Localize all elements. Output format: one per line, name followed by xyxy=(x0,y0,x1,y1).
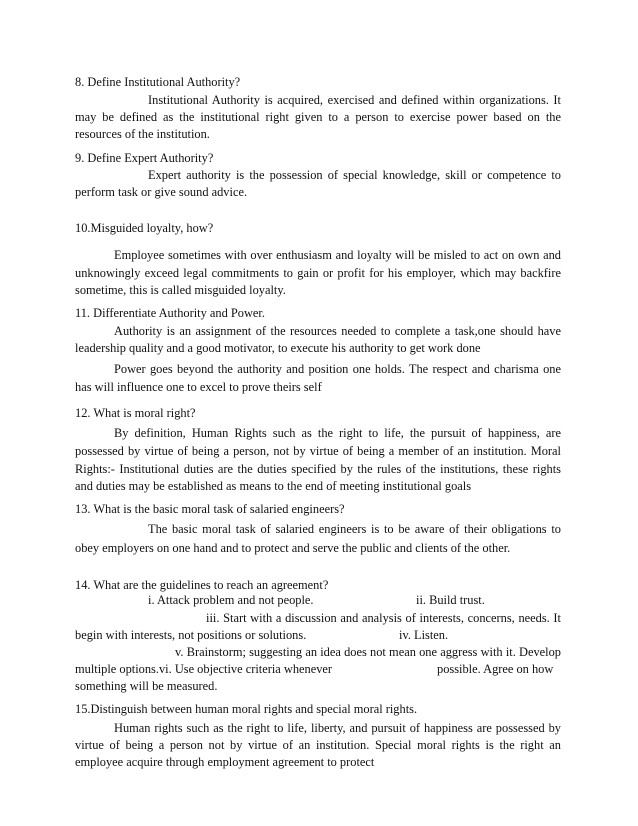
guideline-final-line: something will be measured. xyxy=(75,679,218,693)
answer-15-line-2: virtue of being a person not by virtue of an institution. Special moral rights is the right an xyxy=(75,738,561,752)
question-10-heading: 10.Misguided loyalty, how? xyxy=(75,221,214,235)
answer-12-line-3: Rights:- Institutional duties are the duties specified by the rules of the institutions, these rights xyxy=(75,462,561,476)
answer-11-line-2: leadership quality and a good motivator, to execute his authority to get work done xyxy=(75,341,481,355)
answer-8-line-1: Institutional Authority is acquired, exercised and defined within organizations. It xyxy=(148,93,561,107)
answer-11-line-1: Authority is an assignment of the resources needed to complete a task,one should have xyxy=(114,324,561,338)
guideline-iii-continued: begin with interests, not positions or solutions. xyxy=(75,628,307,642)
question-15-heading: 15.Distinguish between human moral rights and special moral rights. xyxy=(75,702,418,716)
answer-13-line-2: obey employers on one hand and to protect and serve the public and clients of the other. xyxy=(75,541,511,555)
answer-10-line-2: unknowingly exceed legal commitments to gain or profit for his employer, which may backfire xyxy=(75,266,561,280)
answer-8-line-2: may be defined as the institutional right given to a person to exercise power based on the xyxy=(75,110,561,124)
answer-8-line-3: resources of the institution. xyxy=(75,127,210,141)
answer-13-line-1: The basic moral task of salaried engineers is to be aware of their obligations to xyxy=(148,522,561,536)
guideline-v-continued-right: possible. Agree on how xyxy=(437,662,554,676)
question-14-heading: 14. What are the guidelines to reach an agreement? xyxy=(75,578,329,592)
guideline-iii: iii. Start with a discussion and analysis of interests, concerns, needs. It xyxy=(206,611,561,625)
answer-9-line-2: perform task or give sound advice. xyxy=(75,185,248,199)
question-13-heading: 13. What is the basic moral task of salaried engineers? xyxy=(75,502,345,516)
question-11-heading: 11. Differentiate Authority and Power. xyxy=(75,306,265,320)
answer-10-line-1: Employee sometimes with over enthusiasm and loyalty will be misled to act on own and xyxy=(114,248,561,262)
guideline-ii: ii. Build trust. xyxy=(416,593,485,607)
guideline-i: i. Attack problem and not people. xyxy=(148,593,314,607)
guideline-v-continued-left: multiple options.vi. Use objective criteria whenever xyxy=(75,662,333,676)
guideline-v: v. Brainstorm; suggesting an idea does not mean one aggress with it. Develop xyxy=(175,645,561,659)
answer-15-line-1: Human rights such as the right to life, liberty, and pursuit of happiness are possessed by xyxy=(114,721,561,735)
answer-11-line-3: Power goes beyond the authority and position one holds. The respect and charisma one xyxy=(114,362,561,376)
question-8-heading: 8. Define Institutional Authority? xyxy=(75,75,241,89)
question-9-heading: 9. Define Expert Authority? xyxy=(75,151,214,165)
answer-12-line-4: and duties may be established as means to the end of meeting institutional goals xyxy=(75,479,472,493)
answer-10-line-3: sometime, this is called misguided loyalty. xyxy=(75,283,286,297)
question-12-heading: 12. What is moral right? xyxy=(75,406,196,420)
answer-12-line-2: possessed by virtue of being a person, not by virtue of being a member of an institution. Moral xyxy=(75,444,561,458)
answer-11-line-4: has will influence one to excel to prove theirs self xyxy=(75,380,322,394)
answer-12-line-1: By definition, Human Rights such as the right to life, the pursuit of happiness, are xyxy=(114,426,561,440)
guideline-iv: iv. Listen. xyxy=(399,628,449,642)
answer-15-line-3: employee acquire through employment agreement to protect xyxy=(75,755,375,769)
answer-9-line-1: Expert authority is the possession of special knowledge, skill or competence to xyxy=(148,168,561,182)
